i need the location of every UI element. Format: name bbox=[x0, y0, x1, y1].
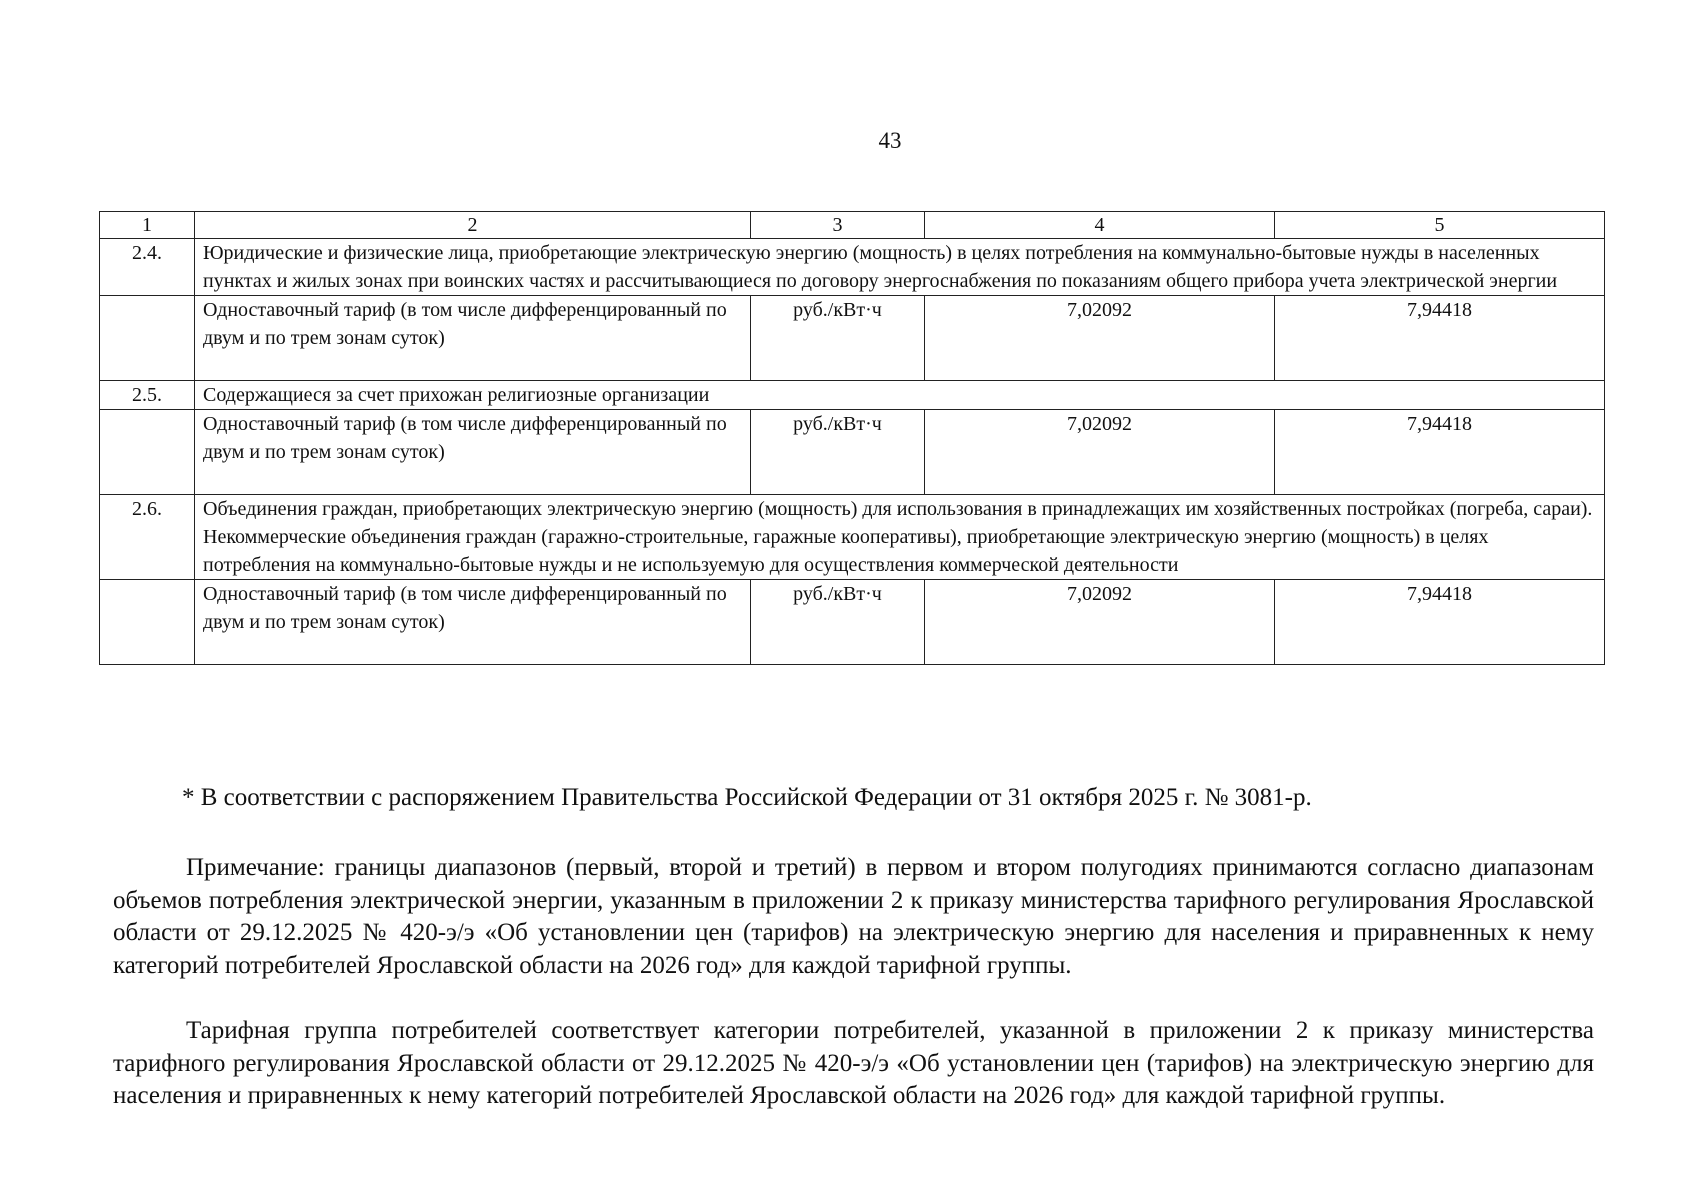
row-number: 2.6. bbox=[100, 495, 195, 580]
table-row bbox=[100, 410, 1605, 495]
row-number-continuation bbox=[100, 580, 195, 665]
column-header: 4 bbox=[925, 212, 1275, 239]
table-row bbox=[100, 495, 1605, 580]
table-row bbox=[100, 381, 1605, 410]
tariff-unit: руб./кВт·ч bbox=[751, 296, 925, 381]
tariff-name: Одноставочный тариф (в том числе дифференцированный по двум и по трем зонам суток) bbox=[195, 410, 751, 495]
tariff-unit: руб./кВт·ч bbox=[751, 410, 925, 495]
tariff-value-2: 7,94418 bbox=[1275, 296, 1605, 381]
table-header-row bbox=[100, 212, 1605, 239]
group-description-part-1: Объединения граждан, приобретающих электрическую энергию (мощность) для использования в принадлежащих им хозяйственных постройках (погреба, сараи). bbox=[203, 498, 1593, 520]
group-description bbox=[195, 495, 1605, 580]
tariff-value-1: 7,02092 bbox=[925, 296, 1275, 381]
footnote: * В соответствии с распоряжением Правительства Российской Федерации от 31 октября 2025 г. № 3081-р. bbox=[182, 784, 1312, 811]
tariff-value-2: 7,94418 bbox=[1275, 580, 1605, 665]
note-paragraph: Примечание: границы диапазонов (первый, второй и третий) в первом и втором полугодиях принимаются согласно диапазонам объемов потребления электрической энергии, указанным в приложении 2 к приказу министерства тарифного регулирования Ярославской области от 29.12.2025 № 420-э/э «Об установлении цен (тарифов) на электрическую энергию для населения и приравненных к нему категорий потребителей Ярославской области на 2026 год» для каждой тарифной группы. bbox=[113, 854, 1594, 979]
page-number: 43 bbox=[878, 128, 902, 153]
tariff-value-1: 7,02092 bbox=[925, 410, 1275, 495]
row-number: 2.4. bbox=[100, 239, 195, 296]
note-paragraph: Тарифная группа потребителей соответствует категории потребителей, указанной в приложении 2 к приказу министерства тарифного регулирования Ярославской области от 29.12.2025 № 420-э/э «Об установлении цен (тарифов) на электрическую энергию для населения и приравненных к нему категорий потребителей Ярославской области на 2026 год» для каждой тарифной группы. bbox=[113, 1017, 1594, 1109]
column-header: 3 bbox=[751, 212, 925, 239]
row-number-continuation bbox=[100, 296, 195, 381]
table-row bbox=[100, 296, 1605, 381]
tariff-name: Одноставочный тариф (в том числе дифференцированный по двум и по трем зонам суток) bbox=[195, 296, 751, 381]
column-header: 1 bbox=[100, 212, 195, 239]
column-header: 2 bbox=[195, 212, 751, 239]
tariff-value-1: 7,02092 bbox=[925, 580, 1275, 665]
tariff-table bbox=[99, 211, 1605, 665]
group-description-part-2: Некоммерческие объединения граждан (гаражно-строительные, гаражные кооперативы), приобретающие электрическую энергию (мощность) в целях потребления на коммунально-бытовые нужды и не используемую для осуществления коммерческой деятельности bbox=[203, 526, 1489, 576]
tariff-name: Одноставочный тариф (в том числе дифференцированный по двум и по трем зонам суток) bbox=[195, 580, 751, 665]
table-row bbox=[100, 239, 1605, 296]
column-header: 5 bbox=[1275, 212, 1605, 239]
row-number-continuation bbox=[100, 410, 195, 495]
row-number: 2.5. bbox=[100, 381, 195, 410]
group-description: Юридические и физические лица, приобретающие электрическую энергию (мощность) в целях потребления на коммунально-бытовые нужды в населенных пунктах и жилых зонах при воинских частях и рассчитывающиеся по договору энергоснабжения по показаниям общего прибора учета электрической энергии bbox=[195, 239, 1605, 296]
tariff-value-2: 7,94418 bbox=[1275, 410, 1605, 495]
tariff-unit: руб./кВт·ч bbox=[751, 580, 925, 665]
table-row bbox=[100, 580, 1605, 665]
group-description: Содержащиеся за счет прихожан религиозные организации bbox=[195, 381, 1605, 410]
